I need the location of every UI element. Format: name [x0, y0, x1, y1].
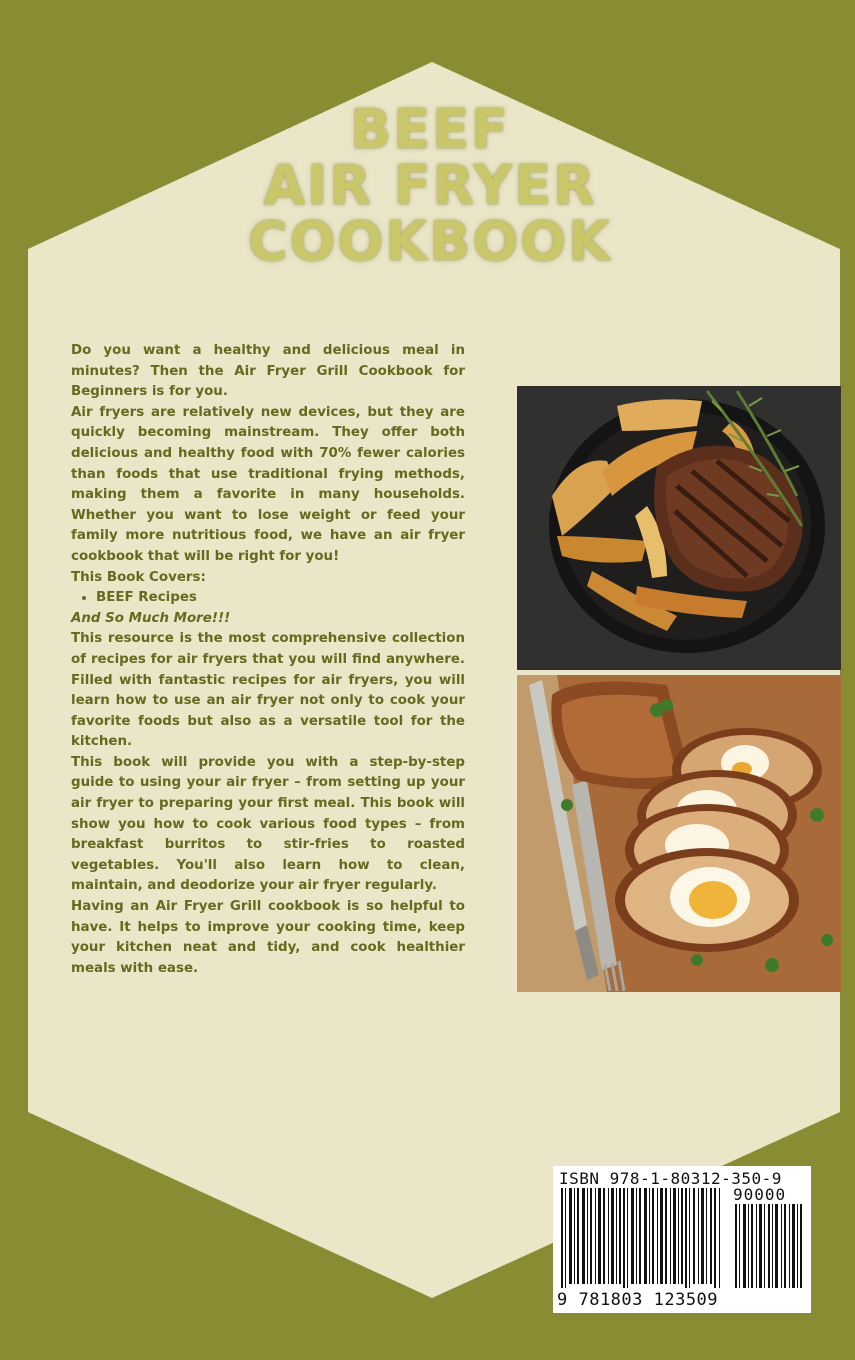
blurb-paragraph: Do you want a healthy and delicious meal in minutes? Then the Air Fryer Grill Cookbook for Beginners is for you. — [71, 343, 465, 400]
title-line-beef: BEEF — [350, 98, 510, 161]
blurb-paragraph: Air fryers are relatively new devices, but they are quickly becoming mainstream. They offer both delicious and healthy food with 70% fewer calories than foods that use traditional frying methods, making them a favorite in many households. Whether you want to lose weight or feed your family more nutritious food, we have an air fryer cookbook that will be right for you! — [71, 404, 465, 564]
isbn-barcode — [553, 1166, 811, 1313]
back-cover-blurb — [71, 341, 465, 979]
title-line-cookbook: COOKBOOK — [247, 210, 613, 273]
covers-list — [71, 588, 465, 609]
barcode-bars — [561, 1188, 802, 1288]
more-tagline: And So Much More!!! — [71, 610, 231, 626]
isbn-text: ISBN 978-1-80312-350-9 — [559, 1169, 782, 1188]
blurb-paragraph: This book will provide you with a step-by-step guide to using your air fryer – from setting up your air fryer to preparing your first meal. This book will show you how to cook various food types – from breakfast burritos to stir-fries to roasted vegetables. You'll also learn how to clean, maintain, and deodorize your air fryer regularly. — [71, 754, 465, 894]
covers-list-item: • BEEF Recipes — [96, 588, 465, 609]
meatloaf-photo — [517, 675, 841, 992]
covers-heading: This Book Covers: — [71, 569, 206, 585]
blurb-paragraph: This resource is the most comprehensive collection of recipes for air fryers that you will find anywhere. Filled with fantastic recipes for air fryers, you will learn how to use an air fryer not only to cook your favorite foods but also as a versatile tool for the kitchen. — [71, 631, 465, 750]
ean-number: 9 781803 123509 — [557, 1290, 719, 1310]
price-addon-number: 90000 — [733, 1185, 787, 1204]
title-line-air-fryer: AIR FRYER — [263, 154, 597, 217]
blurb-paragraph: Having an Air Fryer Grill cookbook is so helpful to have. It helps to improve your cooking time, keep your kitchen neat and tidy, and cook healthier meals with ease. — [71, 899, 465, 976]
steak-photo — [517, 386, 841, 670]
